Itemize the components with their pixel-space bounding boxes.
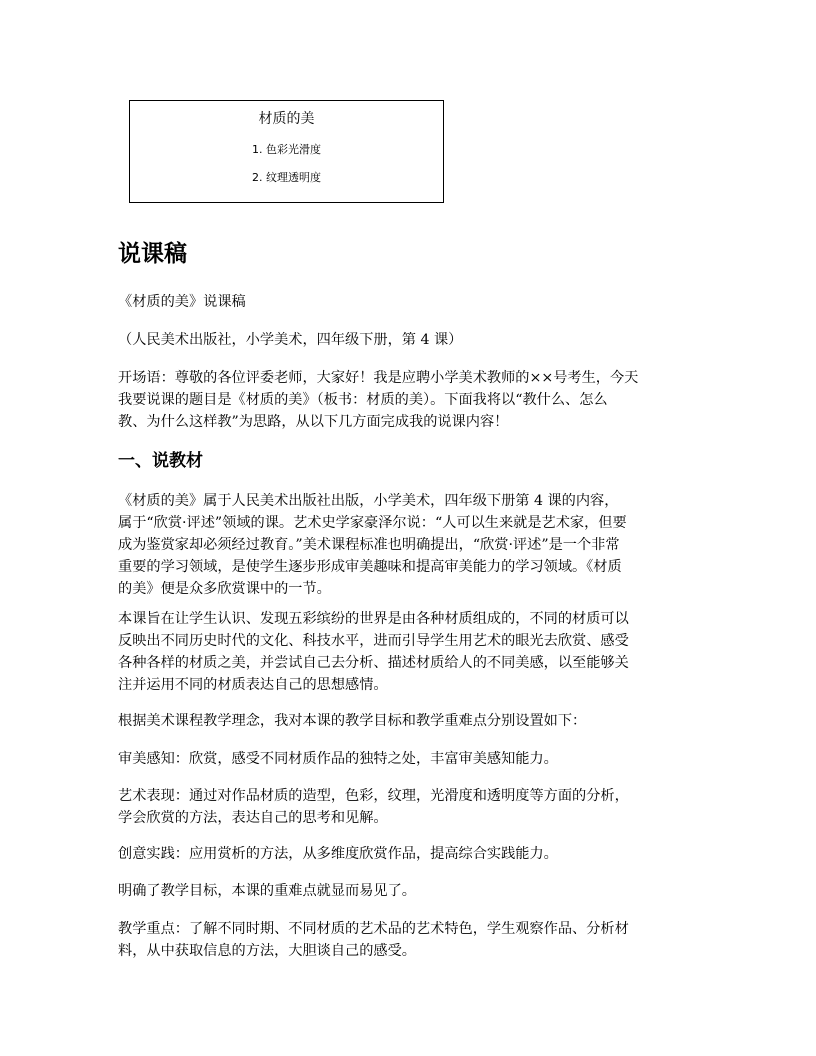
opening-line: 开场语：尊敬的各位评委老师，大家好！我是应聘小学美术教师的××号考生，今天	[118, 370, 639, 386]
opening-line: 教、为什么这样教”为思路，从以下几方面完成我的说课内容！	[118, 414, 509, 430]
document-title: 说课稿	[118, 241, 187, 267]
difficulty-intro: 明确了教学目标，本课的重难点就显而易见了。	[118, 883, 416, 899]
lesson-subtitle: 《材质的美》说课稿	[118, 294, 246, 310]
textbook-line: 的美》便是众多欣赏课中的一节。	[118, 581, 331, 597]
practice-goal: 创意实践：应用赏析的方法，从多维度欣赏作品，提高综合实践能力。	[118, 846, 558, 862]
opening-paragraph	[118, 367, 700, 433]
expression-line: 艺术表现：通过对作品材质的造型，色彩，纹理，光滑度和透明度等方面的分析，	[118, 788, 629, 804]
purpose-line: 注并运用不同的材质表达自己的思想感情。	[118, 677, 388, 693]
textbook-paragraph	[118, 490, 700, 600]
textbook-line: 属于“欣赏·评述”领域的课。艺术史学家豪泽尔说：“人可以生来就是艺术家，但要	[118, 515, 627, 531]
board-item-2: 2. 纹理透明度	[252, 171, 321, 184]
textbook-line: 重要的学习领域，是使学生逐步形成审美趣味和提高审美能力的学习领域。《材质	[118, 559, 622, 575]
purpose-line: 反映出不同历史时代的文化、科技水平，进而引导学生用艺术的眼光去欣赏、感受	[118, 633, 629, 649]
section-heading-textbook: 一、说教材	[118, 451, 203, 471]
goals-intro: 根据美术课程教学理念，我对本课的教学目标和教学重难点分别设置如下：	[118, 713, 587, 729]
expression-line: 学会欣赏的方法，表达自己的思考和见解。	[118, 810, 388, 826]
expression-paragraph	[118, 785, 700, 829]
textbook-line: 成为鉴赏家却必须经过教育。”美术课程标准也明确提出，“欣赏·评述”是一个非常	[118, 537, 620, 553]
purpose-paragraph	[118, 608, 700, 696]
textbook-line: 《材质的美》属于人民美术出版社出版，小学美术，四年级下册第 4 课的内容，	[118, 493, 619, 509]
board-title: 材质的美	[258, 111, 315, 127]
blackboard-outline-box	[129, 100, 444, 203]
key-points-line: 教学重点：了解不同时期、不同材质的艺术品的艺术特色，学生观察作品、分析材	[118, 921, 629, 937]
purpose-line: 本课旨在让学生认识、发现五彩缤纷的世界是由各种材质组成的，不同的材质可以	[118, 611, 629, 627]
publisher-line: （人民美术出版社，小学美术，四年级下册，第 4 课）	[118, 332, 463, 348]
aesthetic-goal: 审美感知：欣赏，感受不同材质作品的独特之处，丰富审美感知能力。	[118, 751, 558, 767]
opening-line: 我要说课的题目是《材质的美》（板书：材质的美）。下面我将以“教什么、怎么	[118, 392, 608, 408]
key-points-line: 料，从中获取信息的方法，大胆谈自己的感受。	[118, 943, 416, 959]
key-points-paragraph	[118, 918, 700, 962]
purpose-line: 各种各样的材质之美，并尝试自己去分析、描述材质给人的不同美感，以至能够关	[118, 655, 629, 671]
board-item-1: 1. 色彩光滑度	[252, 143, 321, 156]
